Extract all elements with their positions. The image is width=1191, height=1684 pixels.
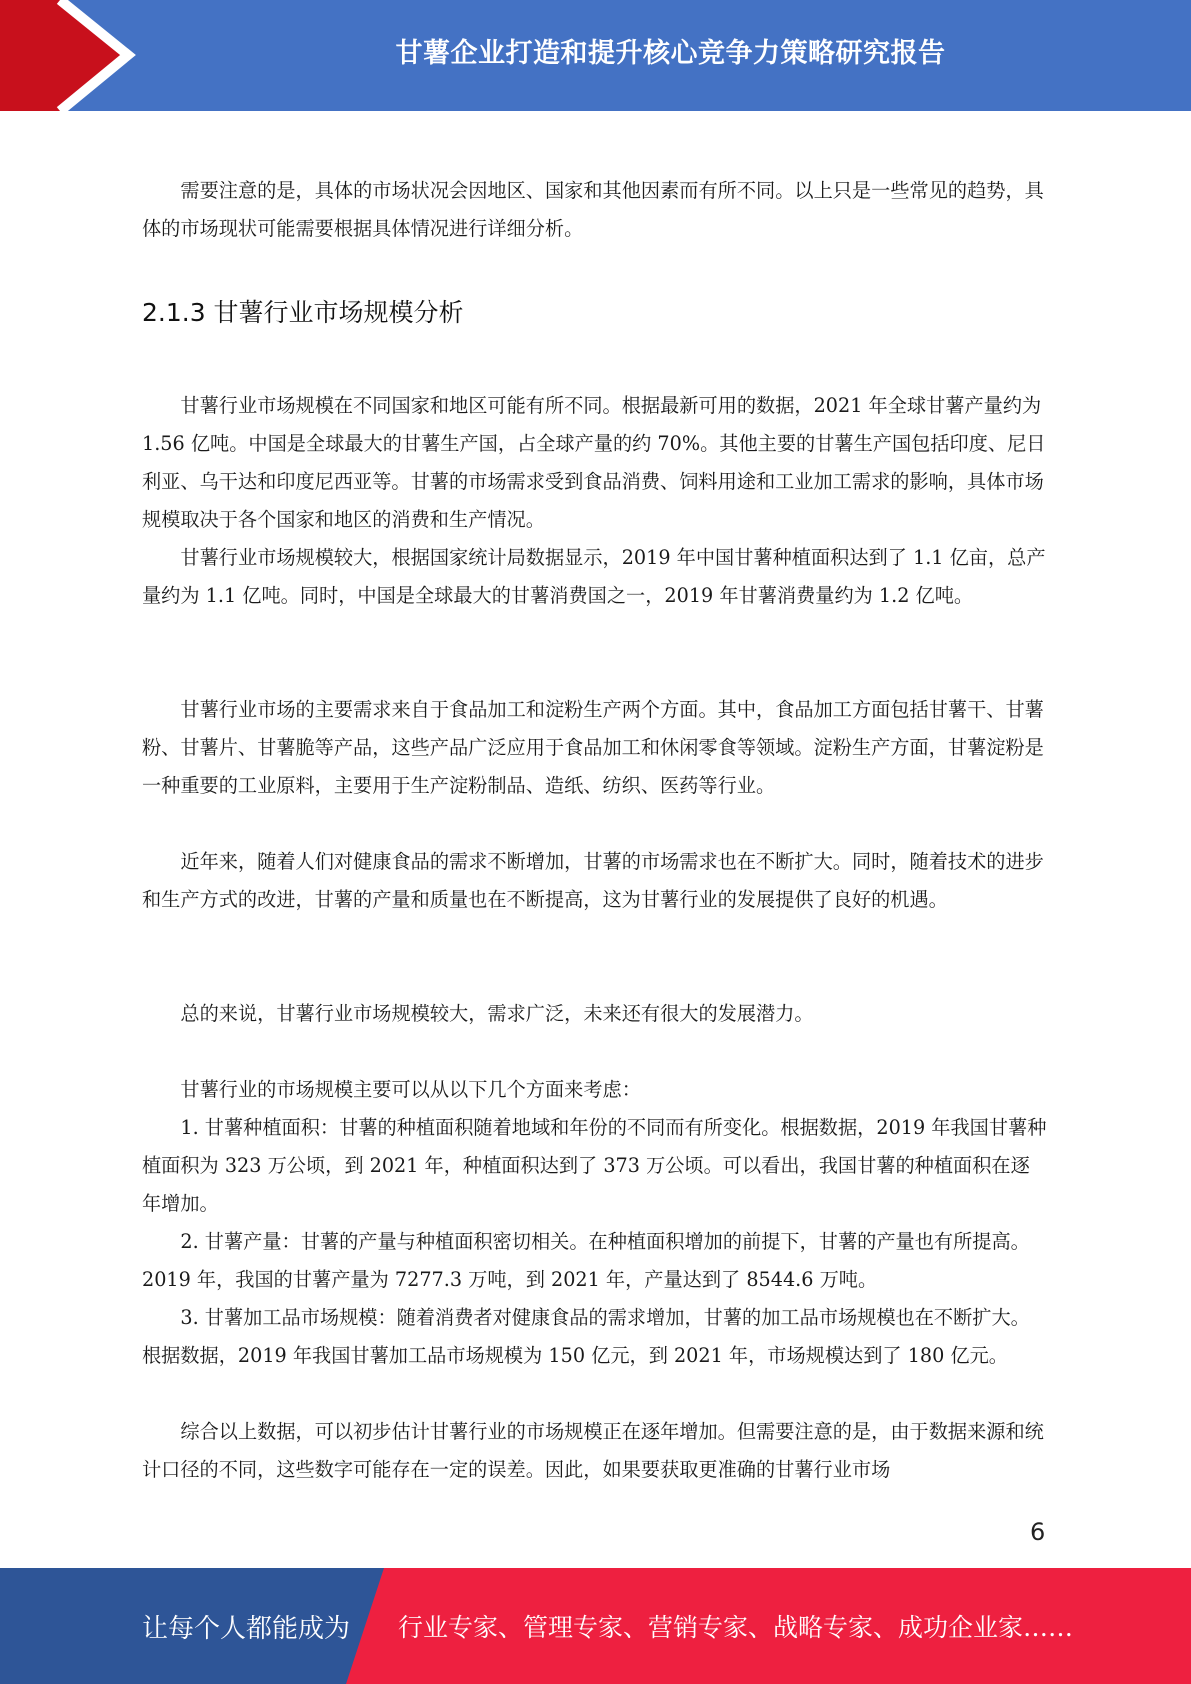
list-item: 2. 甘薯产量：甘薯的产量与种植面积密切相关。在种植面积增加的前提下，甘薯的产量也有所提高。2019 年，我国的甘薯产量为 7277.3 万吨，到 2021 年，产量达到了 8544.6 万吨。: [142, 1230, 1030, 1291]
paragraph: 甘薯行业市场规模较大，根据国家统计局数据显示，2019 年中国甘薯种植面积达到了 1.1 亿亩，总产量约为 1.1 亿吨。同时，中国是全球最大的甘薯消费国之一，2019 年甘薯消费量约为 1.2 亿吨。: [142, 546, 1046, 607]
page-number: 6: [1030, 1518, 1046, 1546]
section-heading: 2.1.3 甘薯行业市场规模分析: [142, 298, 464, 327]
footer-slogan-right: 行业专家、管理专家、营销专家、战略专家、成功企业家……: [398, 1613, 1074, 1642]
paragraph: 综合以上数据，可以初步估计甘薯行业的市场规模正在逐年增加。但需要注意的是，由于数据来源和统计口径的不同，这些数字可能存在一定的误差。因此，如果要获取更准确的甘薯行业市场: [142, 1420, 1044, 1481]
report-title: 甘薯企业打造和提升核心竞争力策略研究报告: [395, 37, 946, 69]
paragraph: 甘薯行业的市场规模主要可以从以下几个方面来考虑：: [180, 1078, 641, 1101]
page-footer: [0, 1568, 1191, 1684]
list-item: 3. 甘薯加工品市场规模：随着消费者对健康食品的需求增加，甘薯的加工品市场规模也在不断扩大。根据数据，2019 年我国甘薯加工品市场规模为 150 亿元，到 2021 年，市场规模达到了 180 亿元。: [142, 1306, 1030, 1367]
paragraph: 需要注意的是，具体的市场状况会因地区、国家和其他因素而有所不同。以上只是一些常见的趋势，具体的市场现状可能需要根据具体情况进行详细分析。: [142, 179, 1044, 240]
paragraph: 总的来说，甘薯行业市场规模较大，需求广泛，未来还有很大的发展潜力。: [180, 1002, 814, 1025]
paragraph: 甘薯行业市场的主要需求来自于食品加工和淀粉生产两个方面。其中，食品加工方面包括甘薯干、甘薯粉、甘薯片、甘薯脆等产品，这些产品广泛应用于食品加工和休闲零食等领域。淀粉生产方面，甘薯淀粉是一种重要的工业原料，主要用于生产淀粉制品、造纸、纺织、医药等行业。: [142, 698, 1044, 797]
page-header: [0, 0, 1191, 111]
paragraph: 近年来，随着人们对健康食品的需求不断增加，甘薯的市场需求也在不断扩大。同时，随着技术的进步和生产方式的改进，甘薯的产量和质量也在不断提高，这为甘薯行业的发展提供了良好的机遇。: [142, 850, 1044, 911]
list-item: 1. 甘薯种植面积：甘薯的种植面积随着地域和年份的不同而有所变化。根据数据，2019 年我国甘薯种植面积为 323 万公顷，到 2021 年，种植面积达到了 373 万公顷。可以看出，我国甘薯的种植面积在逐年增加。: [142, 1116, 1047, 1215]
footer-slogan-left: 让每个人都能成为: [142, 1613, 351, 1644]
paragraph: 甘薯行业市场规模在不同国家和地区可能有所不同。根据最新可用的数据，2021 年全球甘薯产量约为 1.56 亿吨。中国是全球最大的甘薯生产国，占全球产量的约 70%。其他主要的甘薯生产国包括印度、尼日利亚、乌干达和印度尼西亚等。甘薯的市场需求受到食品消费、饲料用途和工业加工需求的影响，具体市场规模取决于各个国家和地区的消费和生产情况。: [142, 394, 1046, 531]
